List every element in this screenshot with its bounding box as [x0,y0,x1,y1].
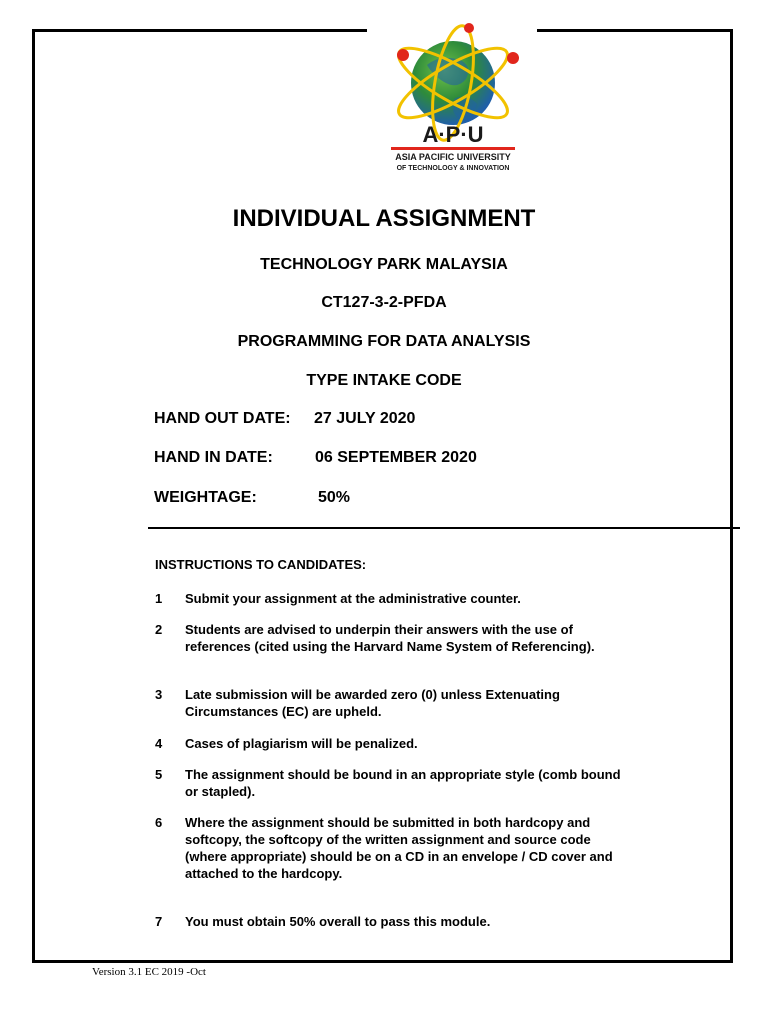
instruction-number: 4 [155,736,163,751]
instruction-text: Submit your assignment at the administrative counter. [185,591,521,606]
instruction-number: 3 [155,687,163,702]
hand-out-value: 27 JULY 2020 [314,410,416,427]
hand-in-label: HAND IN DATE: [154,449,273,466]
instruction-text: Late submission will be awarded zero (0) unless Extenuating Circumstances (EC) are upheld. [185,687,560,719]
instruction-item [155,814,625,882]
module-name: PROGRAMMING FOR DATA ANALYSIS [237,333,531,350]
logo-letters: A·P·U [422,122,484,147]
hand-in-value: 06 SEPTEMBER 2020 [315,449,477,466]
instructions-heading: INSTRUCTIONS TO CANDIDATES: [155,557,367,572]
instruction-number: 1 [155,591,163,606]
instruction-item [155,621,625,655]
instruction-item [155,766,625,800]
module-code: CT127-3-2-PFDA [321,294,447,311]
logo-line-2: OF TECHNOLOGY & INNOVATION [396,165,510,172]
logo-line-1: ASIA PACIFIC UNIVERSITY [395,152,511,162]
instruction-text: The assignment should be bound in an appropriate style (comb bound or stapled). [185,767,621,799]
instruction-number: 5 [155,767,163,782]
instruction-item [155,913,625,930]
location-heading: TECHNOLOGY PARK MALAYSIA [260,256,508,273]
page-title: INDIVIDUAL ASSIGNMENT [232,205,536,232]
instruction-number: 2 [155,622,163,637]
weightage-row [154,489,351,507]
hand-out-row [154,410,416,428]
version-footer: Version 3.1 EC 2019 -Oct [92,966,206,978]
intake-code: TYPE INTAKE CODE [306,372,462,389]
instruction-text: Cases of plagiarism will be penalized. [185,736,418,751]
instruction-text: Where the assignment should be submitted in both hardcopy and softcopy, the softcopy of the written assignment and source code (where appropriate) should be on a CD in an envelope / CD cover and attached to the hardcopy. [185,815,613,881]
hand-in-row [154,449,477,467]
instruction-text: Students are advised to underpin their answers with the use of references (cited using the Harvard Name System of Referencing). [185,622,595,654]
instruction-number: 6 [155,815,163,830]
weightage-label: WEIGHTAGE: [154,489,257,506]
instruction-item [155,735,625,752]
instruction-item [155,590,625,607]
instruction-item [155,686,625,720]
weightage-value: 50% [318,489,351,506]
instruction-text: You must obtain 50% overall to pass this module. [185,914,491,929]
divider [148,527,740,529]
instruction-number: 7 [155,914,163,929]
apu-logo [367,20,537,180]
hand-out-label: HAND OUT DATE: [154,410,291,427]
